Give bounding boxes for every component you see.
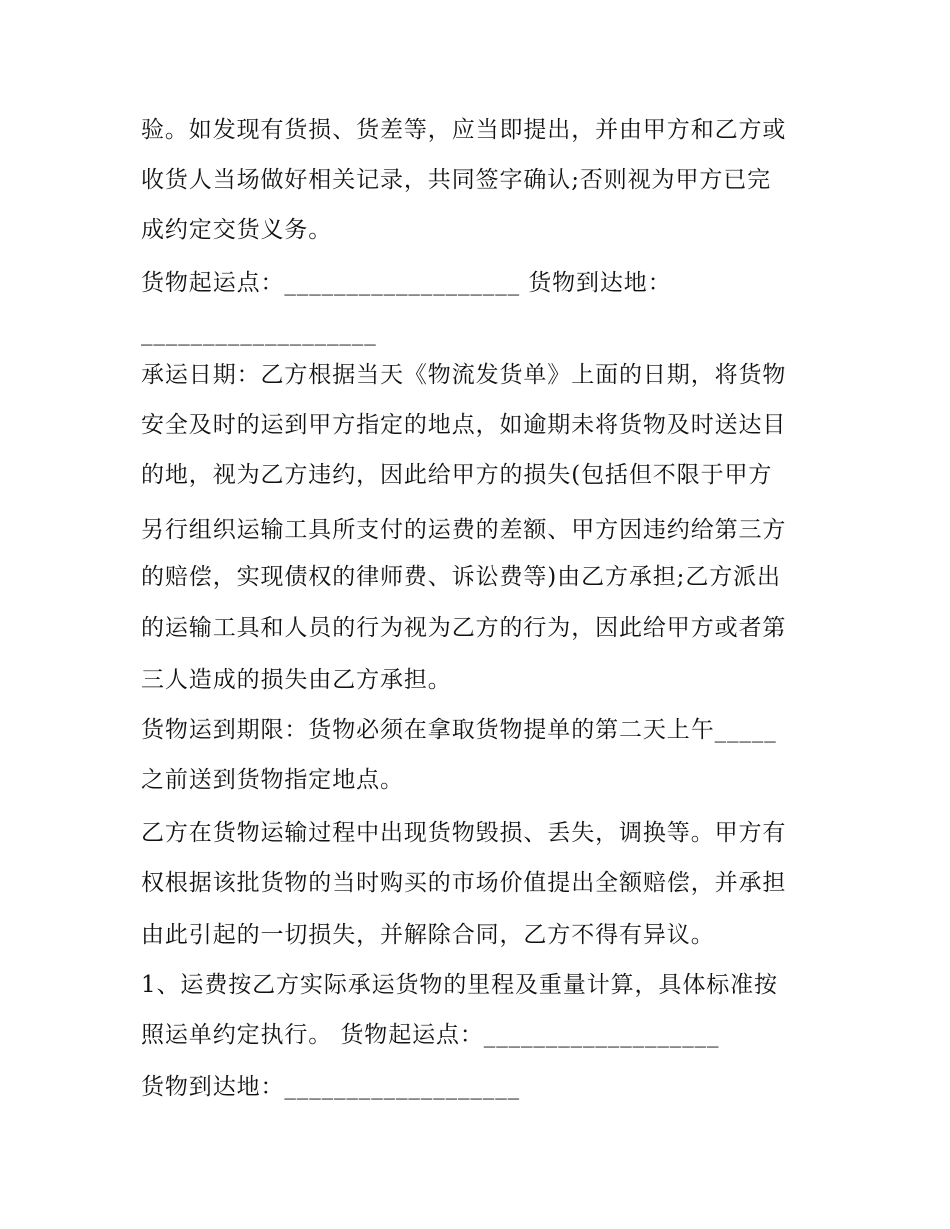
paragraph-line: 的运输工具和人员的行为视为乙方的行为，因此给甲方或者第 <box>141 615 787 641</box>
paragraph-line: 安全及时的运到甲方指定的地点，如逾期未将货物及时送达目 <box>141 412 787 438</box>
delivery-deadline-line: 货物运到期限：货物必须在拿取货物提单的第二天上午_____ <box>141 717 777 743</box>
paragraph-line: 验。如发现有货损、货差等，应当即提出，并由甲方和乙方或 <box>141 117 787 143</box>
destination-field-line: 货物到达地：___________________ <box>141 1074 520 1100</box>
paragraph-line: 的赔偿，实现债权的律师费、诉讼费等)由乙方承担;乙方派出 <box>141 564 781 590</box>
paragraph-line: 权根据该批货物的当时购买的市场价值提出全额赔偿，并承担 <box>141 870 787 896</box>
origin-field-line: 货物起运点：___________________ 货物到达地： <box>141 270 672 296</box>
paragraph-line: 承运日期：乙方根据当天《物流发货单》上面的日期，将货物 <box>141 362 787 388</box>
paragraph-line: 收货人当场做好相关记录，共同签字确认;否则视为甲方已完 <box>141 167 772 193</box>
paragraph-line: 1、运费按乙方实际承运货物的里程及重量计算，具体标准按 <box>141 972 778 998</box>
paragraph-line: 三人造成的损失由乙方承担。 <box>141 667 452 693</box>
paragraph-line: 之前送到货物指定地点。 <box>141 767 404 793</box>
paragraph-line: 由此引起的一切损失，并解除合同，乙方不得有异议。 <box>141 922 715 948</box>
paragraph-line: 成约定交货义务。 <box>141 217 333 243</box>
paragraph-line: 的地，视为乙方违约，因此给甲方的损失(包括但不限于甲方 <box>141 462 773 488</box>
origin-field-line: 照运单约定执行。 货物起运点：___________________ <box>141 1022 720 1048</box>
paragraph-line: 另行组织运输工具所支付的运费的差额、甲方因违约给第三方 <box>141 517 787 543</box>
paragraph-line: 乙方在货物运输过程中出现货物毁损、丢失，调换等。甲方有 <box>141 820 787 846</box>
destination-blank-line: ___________________ <box>141 320 377 346</box>
